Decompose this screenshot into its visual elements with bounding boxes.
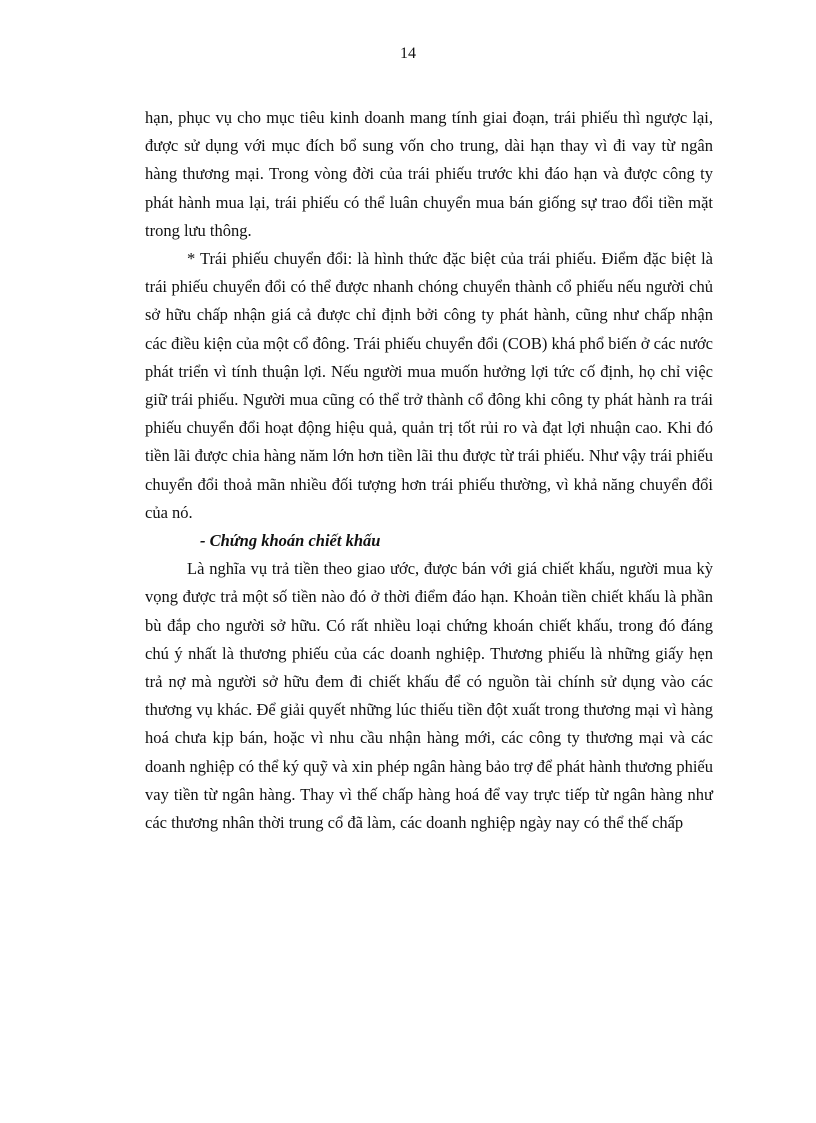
paragraph-discount-securities: Là nghĩa vụ trả tiền theo giao ước, được bán với giá chiết khấu, người mua kỳ vọng được trả một số tiền nào đó ở thời điểm đáo hạn. Khoản tiền chiết khấu là phần bù đắp cho người sở hữu. Có rất nhiều loại chứng khoán chiết khấu, trong đó đáng chú ý nhất là thương phiếu của các doanh nghiệp. Thương phiếu là những giấy hẹn trả nợ mà người sở hữu đem đi chiết khấu để có nguồn tài chính sử dụng vào các thương vụ khác. Để giải quyết những lúc thiếu tiền đột xuất trong thương mại vì hàng hoá chưa kịp bán, hoặc vì nhu cầu nhận hàng mới, các công ty thương mại và các doanh nghiệp có thể ký quỹ và xin phép ngân hàng bảo trợ để phát hành thương phiếu vay tiền từ ngân hàng. Thay vì thế chấp hàng hoá để vay trực tiếp từ ngân hàng như các thương nhân thời trung cổ đã làm, các doanh nghiệp ngày nay có thể thế chấp (145, 559, 713, 833)
section-heading-discount-securities: - Chứng khoán chiết khấu (200, 531, 381, 551)
paragraph-bond-continuation: hạn, phục vụ cho mục tiêu kinh doanh mang tính giai đoạn, trái phiếu thì ngược lại, được sử dụng với mục đích bổ sung vốn cho trung, dài hạn thay vì đi vay từ ngân hàng thương mại. Trong vòng đời của trái phiếu trước khi đáo hạn và được công ty phát hành mua lại, trái phiếu có thể luân chuyển mua bán giống sự trao đổi tiền mặt trong lưu thông. (145, 108, 713, 240)
paragraph-convertible-bond: * Trái phiếu chuyển đổi: là hình thức đặc biệt của trái phiếu. Điểm đặc biệt là trái phiếu chuyển đổi có thể được nhanh chóng chuyển thành cổ phiếu nếu người chủ sở hữu chấp nhận giá cả được chỉ định bởi công ty phát hành, cũng như chấp nhận các điều kiện của một cổ đông. Trái phiếu chuyển đổi (COB) khá phổ biến ở các nước phát triển vì tính thuận lợi. Nếu người mua muốn hưởng lợi tức cố định, họ chỉ việc giữ trái phiếu. Người mua cũng có thể trở thành cổ đông khi công ty phát hành ra trái phiếu chuyển đổi hoạt động hiệu quả, quản trị tốt rủi ro và đạt lợi nhuận cao. Khi đó tiền lãi được chia hàng năm lớn hơn tiền lãi thu được từ trái phiếu. Như vậy trái phiếu chuyển đổi thoả mãn nhiều đối tượng hơn trái phiếu thường, vì khả năng chuyển đổi của nó. (145, 249, 714, 522)
document-body (145, 104, 713, 837)
page-number: 14 (400, 45, 416, 62)
